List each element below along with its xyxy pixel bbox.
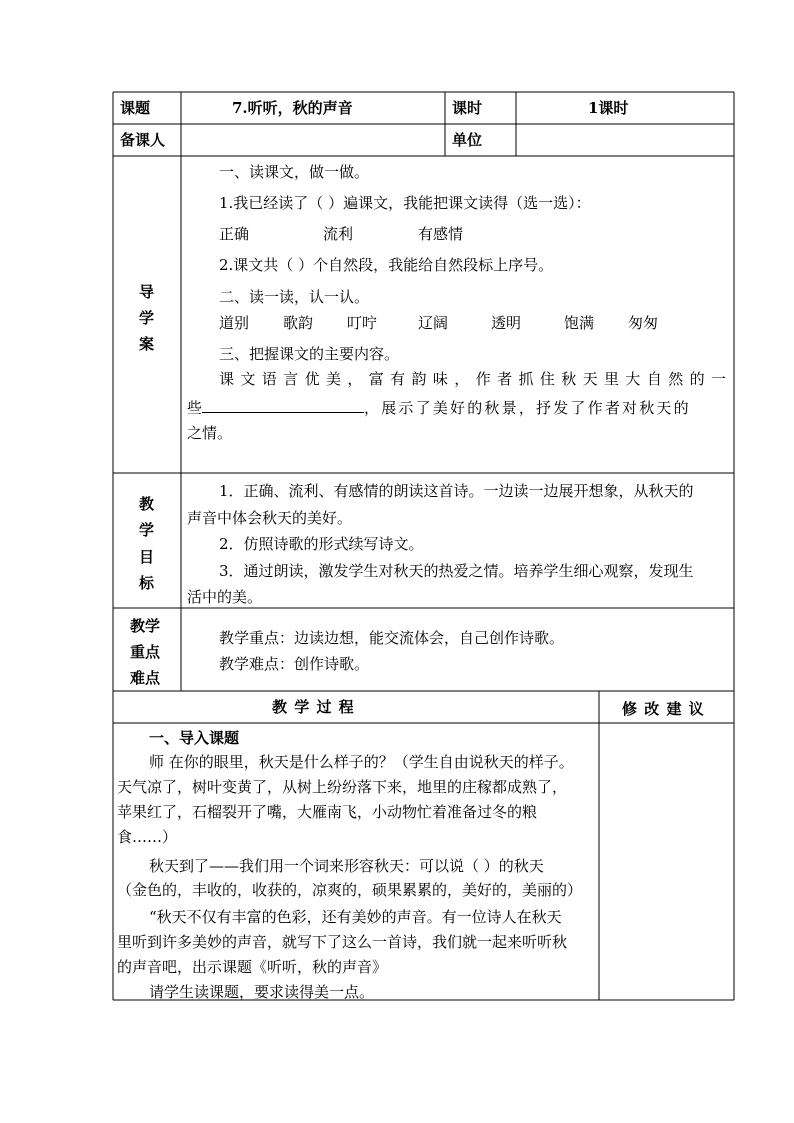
guide-section-1-title: 一、读课文，做一做。 [219,163,370,181]
guide-section-3-title: 三、把握课文的主要内容。 [219,345,400,363]
process-section-title: 一、导入课题 [149,729,240,747]
summary-line-2-end: ，展示了美好的秋景，抒发了作者对秋天的 [364,399,691,417]
period-label: 课时 [452,99,483,117]
word-4: 辽阔 [418,314,449,332]
summary-line-2 [187,396,727,418]
keypoints-label-1: 教学 [130,617,161,635]
process-line-10: 请学生读课题，要求读得美一点。 [149,983,375,1001]
word-5: 透明 [491,314,522,332]
word-3: 叮咛 [347,314,378,332]
guide-section-2-title: 二、读一读，认一认。 [219,288,370,306]
word-7: 匆匆 [628,314,659,332]
process-line-2: 天气凉了，树叶变黄了，从树上纷纷落下来，地里的庄稼都成熟了， [117,778,568,796]
summary-line-3: 之情。 [187,424,233,442]
guide-label-2: 学 [139,309,155,327]
goal-line-5: 活中的美。 [187,588,263,606]
fill-blank[interactable] [202,396,364,413]
goal-line-1: 1．正确、流利、有感情的朗读这首诗。一边读一边展开想象，从秋天的 [219,482,694,500]
guide-label-3: 案 [139,335,155,353]
process-line-4: 食……） [117,828,178,846]
teaching-difficulty: 教学难点：创作诗歌。 [219,655,370,673]
guide-option-1: 正确 [219,225,250,243]
process-line-9: 的声音吧，出示课题《听听，秋的声音》 [117,958,388,976]
keypoints-label-2: 重点 [130,643,161,661]
goals-label-4: 标 [139,574,155,592]
goal-line-3: 2．仿照诗歌的形式续写诗文。 [219,535,424,553]
process-line-3: 苹果红了，石榴裂开了嘴，大雁南飞，小动物忙着准备过冬的粮 [117,803,538,821]
goal-line-4: 3．通过朗读，激发学生对秋天的热爱之情。培养学生细心观察，发现生 [219,562,694,580]
process-line-7: “秋天不仅有丰富的色彩，还有美妙的声音。有一位诗人在秋天 [149,908,562,926]
guide-question-2: 2.课文共（ ）个自然段，我能给自然段标上序号。 [219,256,554,274]
guide-question-1: 1.我已经读了（ ）遍课文，我能把课文读得（选一选）： [219,194,591,212]
lesson-title: 7.听听，秋的声音 [232,99,353,117]
goal-line-2: 声音中体会秋天的美好。 [187,509,353,527]
guide-label-1: 导 [139,283,155,301]
preparer-label: 备课人 [120,131,166,149]
process-line-8: 里听到许多美妙的声音，就写下了这么一首诗，我们就一起来听听秋 [117,933,568,951]
guide-option-2: 流利 [323,225,354,243]
word-2: 歌韵 [283,314,314,332]
process-line-5: 秋天到了——我们用一个词来形容秋天：可以说（ ）的秋天 [149,857,544,875]
process-line-1: 师 在你的眼里，秋天是什么样子的？（学生自由说秋天的样子。 [149,753,574,771]
word-6: 饱满 [564,314,595,332]
suggestions-header: 修 改 建 议 [622,700,705,718]
goals-label-1: 教 [139,495,155,513]
goals-label-3: 目 [139,548,155,566]
guide-option-3: 有感情 [418,225,464,243]
summary-line-1: 课文语言优美，富有韵味，作者抓住秋天里大自然的一 [219,370,726,388]
summary-line-2-start: 些 [187,399,203,417]
lesson-label: 课题 [120,99,151,117]
word-1: 道别 [219,314,250,332]
process-line-6: （金色的，丰收的，收获的，凉爽的，硕果累累的，美好的，美丽的） [117,881,583,899]
goals-label-2: 学 [139,521,155,539]
unit-label: 单位 [452,131,483,149]
period-value: 1课时 [588,99,629,117]
process-header: 教 学 过 程 [272,698,355,716]
teaching-focus: 教学重点：边读边想，能交流体会，自己创作诗歌。 [219,629,565,647]
keypoints-label-3: 难点 [130,669,161,687]
